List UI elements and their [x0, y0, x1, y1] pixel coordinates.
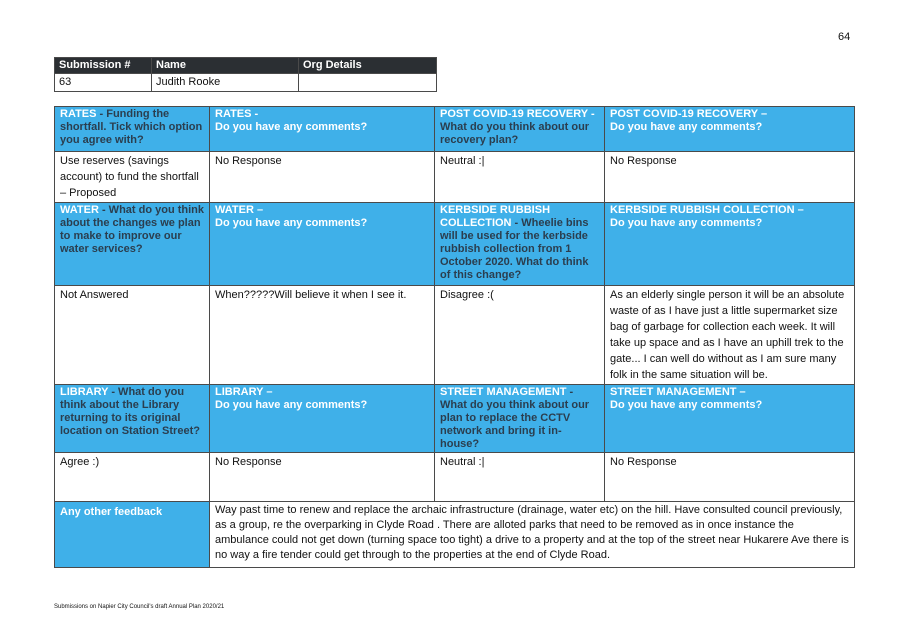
- answer-row: [55, 152, 855, 203]
- question-text: Do you have any comments?: [610, 121, 763, 133]
- question-header-row: [55, 385, 855, 453]
- question-text: - Wheelie bins will be used for the kerbside rubbish collection from 1 October 2020. What do think of this change?: [440, 217, 589, 281]
- answer-cell: Use reserves (savings account) to fund the shortfall – Proposed: [55, 152, 210, 203]
- question-topic: LIBRARY: [60, 386, 109, 398]
- question-topic: STREET MANAGEMENT –: [610, 386, 746, 398]
- answer-cell: No Response: [210, 152, 435, 203]
- submitter-name: Judith Rooke: [152, 74, 299, 92]
- question-topic: LIBRARY –: [215, 386, 273, 398]
- page-number: 64: [838, 31, 851, 43]
- answer-cell: Neutral :|: [435, 152, 605, 203]
- answer-cell: Disagree :(: [435, 286, 605, 385]
- question-header: [210, 203, 435, 286]
- submission-value-row: [55, 74, 437, 92]
- question-header: [605, 385, 855, 453]
- question-topic: STREET MANAGEMENT: [440, 386, 567, 398]
- question-text: Do you have any comments?: [215, 399, 368, 411]
- question-topic: KERBSIDE RUBBISH COLLECTION: [440, 204, 551, 229]
- question-topic: RATES: [60, 108, 97, 120]
- org-details-header: Org Details: [299, 58, 437, 74]
- other-feedback-row: [55, 502, 855, 568]
- question-topic: POST COVID-19 RECOVERY -: [440, 108, 595, 120]
- question-header-row: [55, 203, 855, 286]
- answer-cell: Agree :): [55, 453, 210, 502]
- answer-cell: Not Answered: [55, 286, 210, 385]
- org-details: [299, 74, 437, 92]
- question-text: What do you think about our recovery plan?: [440, 121, 590, 146]
- answer-row: [55, 453, 855, 502]
- answer-cell: No Response: [210, 453, 435, 502]
- question-header-row: [55, 107, 855, 152]
- submission-header-row: [55, 58, 437, 74]
- question-header: [210, 385, 435, 453]
- question-topic: WATER: [60, 204, 99, 216]
- responses-table: [54, 106, 855, 568]
- question-text: - Funding the shortfall. Tick which option you agree with?: [60, 108, 203, 146]
- question-topic: POST COVID-19 RECOVERY –: [610, 108, 768, 120]
- question-text: Do you have any comments?: [215, 121, 368, 133]
- answer-cell: Neutral :|: [435, 453, 605, 502]
- answer-cell: As an elderly single person it will be an absolute waste of as I have just a little supermarket size bag of garbage for collection each week. It will take up space and as I have an uphill trek to the gate... I can well do without as I am sure many folk in the same situation will be.: [605, 286, 855, 385]
- question-header: [55, 203, 210, 286]
- question-topic: RATES -: [215, 108, 259, 120]
- answer-row: [55, 286, 855, 385]
- answer-cell: When?????Will believe it when I see it.: [210, 286, 435, 385]
- question-header: [605, 203, 855, 286]
- question-header: [435, 385, 605, 453]
- question-text: Do you have any comments?: [610, 399, 763, 411]
- question-topic: WATER –: [215, 204, 264, 216]
- answer-cell: No Response: [605, 152, 855, 203]
- answer-cell: No Response: [605, 453, 855, 502]
- submission-number: 63: [55, 74, 152, 92]
- question-header: [435, 203, 605, 286]
- name-header: Name: [152, 58, 299, 74]
- question-text: Do you have any comments?: [215, 217, 368, 229]
- question-header: [210, 107, 435, 152]
- submission-table: [54, 57, 437, 92]
- question-header: [435, 107, 605, 152]
- question-text: Do you have any comments?: [610, 217, 763, 229]
- other-feedback-text: Way past time to renew and replace the archaic infrastructure (drainage, water etc) on the hill. Have consulted council previously, as a group, re the overparking in Clyde Road . There are alloted parks that need to be removed as in once instance the ambulance could not get down (turning space too tight) a drive to a property and at the top of the street near Hukarere Ave there is no way a fire tender could get through to the properties at the end of Clyde Road.: [210, 502, 855, 568]
- question-text: - What do you think about the Library returning to its original location on Station Street?: [60, 386, 200, 437]
- footer-note: Submissions on Napier City Council's draft Annual Plan 2020/21: [54, 604, 225, 610]
- question-header: [605, 107, 855, 152]
- question-text: - What do you think about our plan to replace the CCTV network and bring it in-house?: [440, 386, 590, 450]
- submission-number-header: Submission #: [55, 58, 152, 74]
- question-text: - What do you think about the changes we plan to make to improve our water services?: [60, 204, 205, 255]
- question-header: [55, 385, 210, 453]
- question-topic: KERBSIDE RUBBISH COLLECTION –: [610, 204, 804, 216]
- question-header: [55, 107, 210, 152]
- other-feedback-label: Any other feedback: [55, 502, 210, 568]
